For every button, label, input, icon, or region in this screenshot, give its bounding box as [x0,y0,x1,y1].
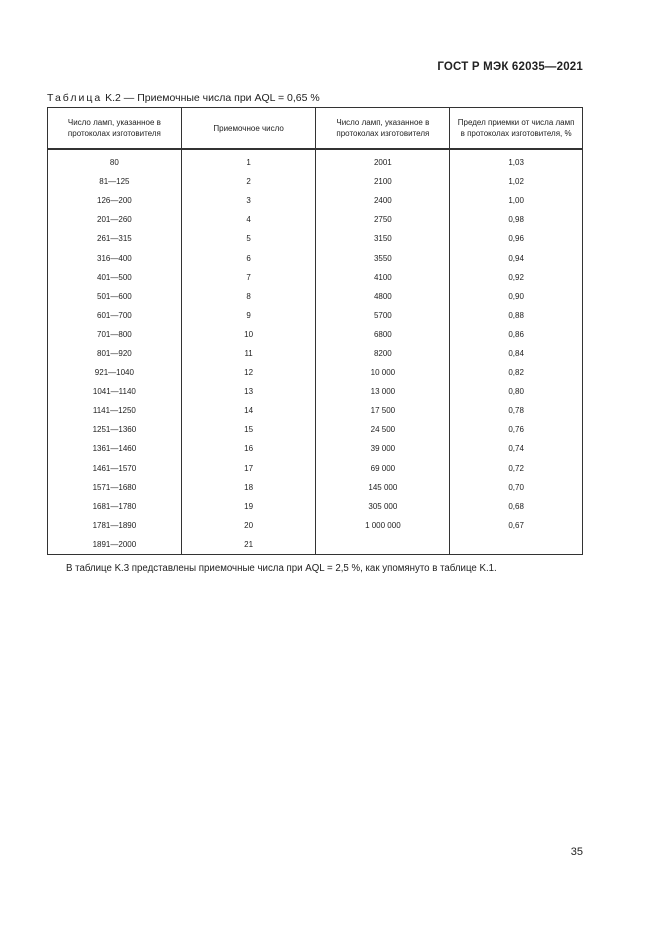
table-cell: 6800 [316,325,450,344]
table-cell: 10 000 [316,363,450,382]
table-cell: 69 000 [316,459,450,478]
table-cell: 11 [181,344,316,363]
table-cell: 2100 [316,172,450,191]
table-cell: 7 [181,268,316,287]
table-cell: 701—800 [48,325,182,344]
table-cell: 0,92 [450,268,583,287]
table-cell: 1041—1140 [48,382,182,401]
column-header: Число ламп, указанное в протоколах изготовителя [316,108,450,150]
table-cell: 15 [181,420,316,439]
table-cell: 9 [181,306,316,325]
column-header: Предел приемки от числа ламп в протоколах изготовителя, % [450,108,583,150]
acceptance-numbers-table [47,107,583,555]
table-cell: 13 [181,382,316,401]
page-number: 35 [570,846,583,858]
table-cell: 0,94 [450,248,583,267]
table-cell: 1781—1890 [48,516,182,535]
table-cell: 126—200 [48,191,182,210]
table-cell: 0,74 [450,439,583,458]
table-cell: 1,02 [450,172,583,191]
table-row [48,459,583,478]
table-row [48,210,583,229]
table-cell: 81—125 [48,172,182,191]
table-cell: 3150 [316,229,450,248]
table-cell: 1361—1460 [48,439,182,458]
table-cell [316,535,450,555]
table-row [48,439,583,458]
table-cell: 19 [181,497,316,516]
table-cell: 921—1040 [48,363,182,382]
table-row [48,497,583,516]
table-cell: 0,96 [450,229,583,248]
table-cell: 601—700 [48,306,182,325]
table-row [48,229,583,248]
table-cell: 0,86 [450,325,583,344]
table-row [48,516,583,535]
table-row [48,306,583,325]
table-cell: 4100 [316,268,450,287]
table-row [48,268,583,287]
caption-prefix: Таблица [47,92,103,104]
table-row [48,344,583,363]
table-cell: 0,72 [450,459,583,478]
table-cell: 0,98 [450,210,583,229]
table-cell: 201—260 [48,210,182,229]
table-row [48,535,583,555]
table-cell: 501—600 [48,287,182,306]
table-cell: 0,67 [450,516,583,535]
table-cell: 0,68 [450,497,583,516]
table-cell: 1681—1780 [48,497,182,516]
table-cell: 0,90 [450,287,583,306]
table-row [48,325,583,344]
table-cell: 0,88 [450,306,583,325]
table-cell: 80 [48,149,182,172]
table-cell: 145 000 [316,478,450,497]
table-cell: 5700 [316,306,450,325]
table-cell: 1 000 000 [316,516,450,535]
table-cell: 0,76 [450,420,583,439]
table-row [48,401,583,420]
table-cell: 0,80 [450,382,583,401]
table-cell: 0,70 [450,478,583,497]
table-cell: 5 [181,229,316,248]
table-cell: 10 [181,325,316,344]
table-cell: 0,84 [450,344,583,363]
table-header-row [48,108,583,150]
table-body [48,149,583,554]
table-cell: 1251—1360 [48,420,182,439]
table-cell: 2001 [316,149,450,172]
table-cell: 8200 [316,344,450,363]
table-cell: 21 [181,535,316,555]
table-cell: 801—920 [48,344,182,363]
table-cell: 17 [181,459,316,478]
table-cell: 1 [181,149,316,172]
table-row [48,248,583,267]
table-cell: 0,82 [450,363,583,382]
table-cell: 2400 [316,191,450,210]
table-cell: 1,03 [450,149,583,172]
table-cell: 4 [181,210,316,229]
table-cell: 2 [181,172,316,191]
caption-text: K.2 — Приемочные числа при AQL = 0,65 % [105,92,320,104]
table-cell: 39 000 [316,439,450,458]
table-caption [47,92,320,104]
table-cell: 8 [181,287,316,306]
table-row [48,382,583,401]
table-row [48,191,583,210]
table-cell: 17 500 [316,401,450,420]
table-cell: 12 [181,363,316,382]
table-row [48,478,583,497]
standard-code: ГОСТ Р МЭК 62035—2021 [437,61,583,73]
table-cell: 1461—1570 [48,459,182,478]
table-row [48,420,583,439]
table-row [48,287,583,306]
table-cell: 305 000 [316,497,450,516]
table-cell: 1891—2000 [48,535,182,555]
table-cell: 6 [181,248,316,267]
table-cell: 1141—1250 [48,401,182,420]
table-cell: 3 [181,191,316,210]
table-cell: 4800 [316,287,450,306]
table-cell: 2750 [316,210,450,229]
table-cell: 24 500 [316,420,450,439]
table-cell: 316—400 [48,248,182,267]
table-cell: 20 [181,516,316,535]
table-cell: 0,78 [450,401,583,420]
table-row [48,363,583,382]
table-row [48,149,583,172]
table-cell: 18 [181,478,316,497]
table-cell [450,535,583,555]
table-cell: 401—500 [48,268,182,287]
table-cell: 1,00 [450,191,583,210]
table-cell: 14 [181,401,316,420]
table-cell: 1571—1680 [48,478,182,497]
note-text: В таблице K.3 представлены приемочные числа при AQL = 2,5 %, как упомянуто в таблице K.1. [66,563,497,574]
table-cell: 3550 [316,248,450,267]
table-cell: 13 000 [316,382,450,401]
column-header: Приемочное число [181,108,316,150]
table-row [48,172,583,191]
column-header: Число ламп, указанное в протоколах изготовителя [48,108,182,150]
table-cell: 261—315 [48,229,182,248]
table-cell: 16 [181,439,316,458]
